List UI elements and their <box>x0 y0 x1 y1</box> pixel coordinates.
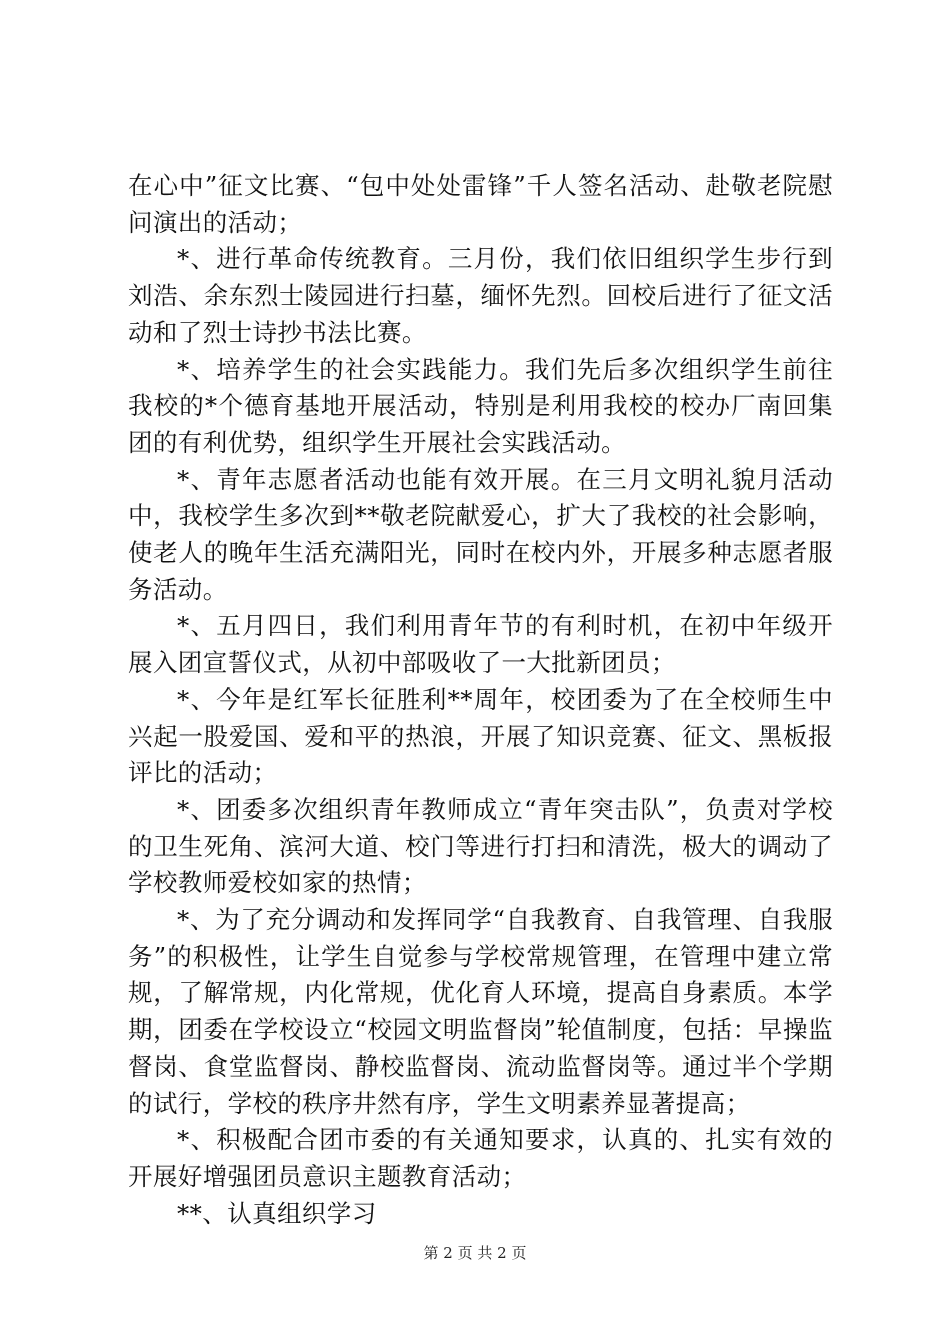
paragraph: *、团委多次组织青年教师成立“青年突击队”，负责对学校的卫生死角、滨河大道、校门等进行打扫和清洗，极大的调动了学校教师爱校如家的热情； <box>128 794 833 898</box>
paragraph: *、进行革命传统教育。三月份，我们依旧组织学生步行到刘浩、余东烈士陵园进行扫墓，缅怀先烈。回校后进行了征文活动和了烈士诗抄书法比赛。 <box>128 244 833 347</box>
paragraph: 在心中”征文比赛、“包中处处雷锋”千人签名活动、赴敬老院慰问演出的活动； <box>128 171 833 237</box>
paragraph: *、为了充分调动和发挥同学“自我教育、自我管理、自我服务”的积极性，让学生自觉参与学校常规管理，在管理中建立常规，了解常规，内化常规，优化育人环境，提高自身素质。本学期，团委在学校设立“校园文明监督岗”轮值制度，包括：早操监督岗、食堂监督岗、静校监督岗、流动监督岗等。通过半个学期的试行，学校的秩序井然有序，学生文明素养显著提高； <box>128 905 833 1118</box>
document-body <box>128 168 833 1232</box>
paragraph: *、五月四日，我们利用青年节的有利时机，在初中年级开展入团宣誓仪式，从初中部吸收了一大批新团员； <box>128 611 833 678</box>
paragraph: *、今年是红军长征胜利**周年，校团委为了在全校师生中兴起一股爱国、爱和平的热浪，开展了知识竞赛、征文、黑板报评比的活动； <box>128 684 833 788</box>
page-number-label: 第 2 页 共 2 页 <box>423 1244 527 1262</box>
paragraph: *、积极配合团市委的有关通知要求，认真的、扎实有效的开展好增强团员意识主题教育活动； <box>128 1125 833 1191</box>
page-footer <box>0 1243 950 1263</box>
paragraph: **、认真组织学习 <box>177 1198 377 1228</box>
paragraph: *、培养学生的社会实践能力。我们先后多次组织学生前往我校的*个德育基地开展活动，特别是利用我校的校办厂南回集团的有利优势，组织学生开展社会实践活动。 <box>128 354 833 457</box>
paragraph: *、青年志愿者活动也能有效开展。在三月文明礼貌月活动中，我校学生多次到**敬老院献爱心，扩大了我校的社会影响，使老人的晚年生活充满阳光，同时在校内外，开展多种志愿者服务活动。 <box>128 464 833 604</box>
